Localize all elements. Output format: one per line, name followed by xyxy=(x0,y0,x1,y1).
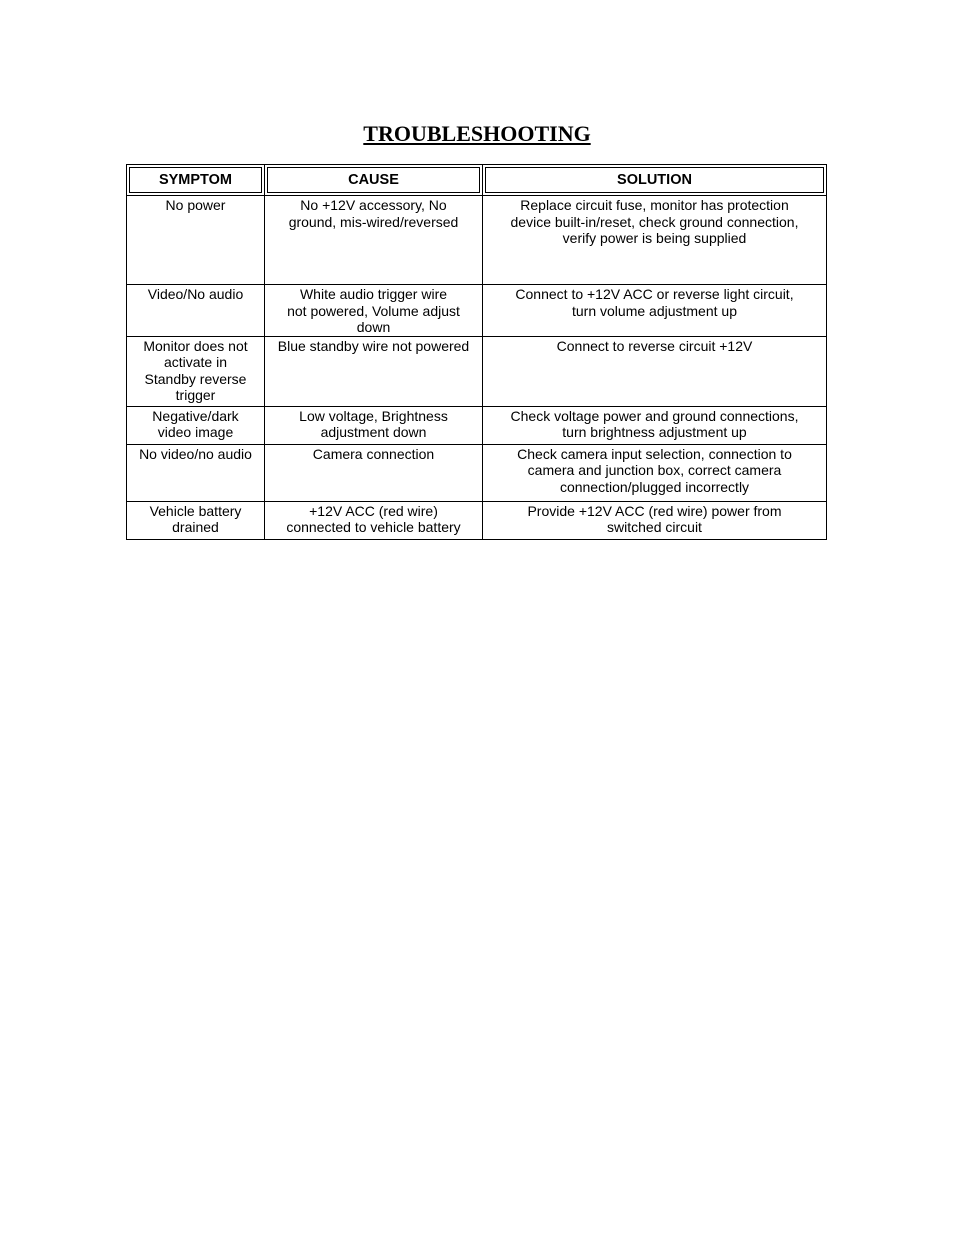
table-row xyxy=(127,501,827,539)
cause-cell: +12V ACC (red wire) connected to vehicle battery xyxy=(265,501,483,539)
troubleshooting-table xyxy=(126,164,827,540)
symptom-cell: Negative/dark video image xyxy=(127,406,265,444)
table-row xyxy=(127,285,827,337)
troubleshooting-table-container xyxy=(126,164,826,540)
solution-cell: Replace circuit fuse, monitor has protection device built-in/reset, check ground connection, verify power is being supplied xyxy=(483,196,827,285)
header-solution: SOLUTION xyxy=(483,165,827,196)
symptom-cell: No video/no audio xyxy=(127,444,265,501)
solution-cell: Check camera input selection, connection to camera and junction box, correct camera connection/plugged incorrectly xyxy=(483,444,827,501)
cause-cell: Low voltage, Brightness adjustment down xyxy=(265,406,483,444)
solution-cell: Connect to reverse circuit +12V xyxy=(483,336,827,406)
solution-cell: Connect to +12V ACC or reverse light circuit, turn volume adjustment up xyxy=(483,285,827,337)
symptom-cell: Vehicle battery drained xyxy=(127,501,265,539)
header-symptom: SYMPTOM xyxy=(127,165,265,196)
cause-cell: No +12V accessory, No ground, mis-wired/reversed xyxy=(265,196,483,285)
table-row xyxy=(127,444,827,501)
symptom-cell: Video/No audio xyxy=(127,285,265,337)
solution-cell: Check voltage power and ground connections, turn brightness adjustment up xyxy=(483,406,827,444)
cause-cell: Blue standby wire not powered xyxy=(265,336,483,406)
table-row xyxy=(127,336,827,406)
table-row xyxy=(127,196,827,285)
cause-cell: Camera connection xyxy=(265,444,483,501)
header-cause: CAUSE xyxy=(265,165,483,196)
table-header-row xyxy=(127,165,827,196)
cause-cell: White audio trigger wire not powered, Volume adjust down xyxy=(265,285,483,337)
solution-cell: Provide +12V ACC (red wire) power from switched circuit xyxy=(483,501,827,539)
symptom-cell: Monitor does not activate in Standby reverse trigger xyxy=(127,336,265,406)
page-title: TROUBLESHOOTING xyxy=(363,121,591,146)
symptom-cell: No power xyxy=(127,196,265,285)
table-row xyxy=(127,406,827,444)
